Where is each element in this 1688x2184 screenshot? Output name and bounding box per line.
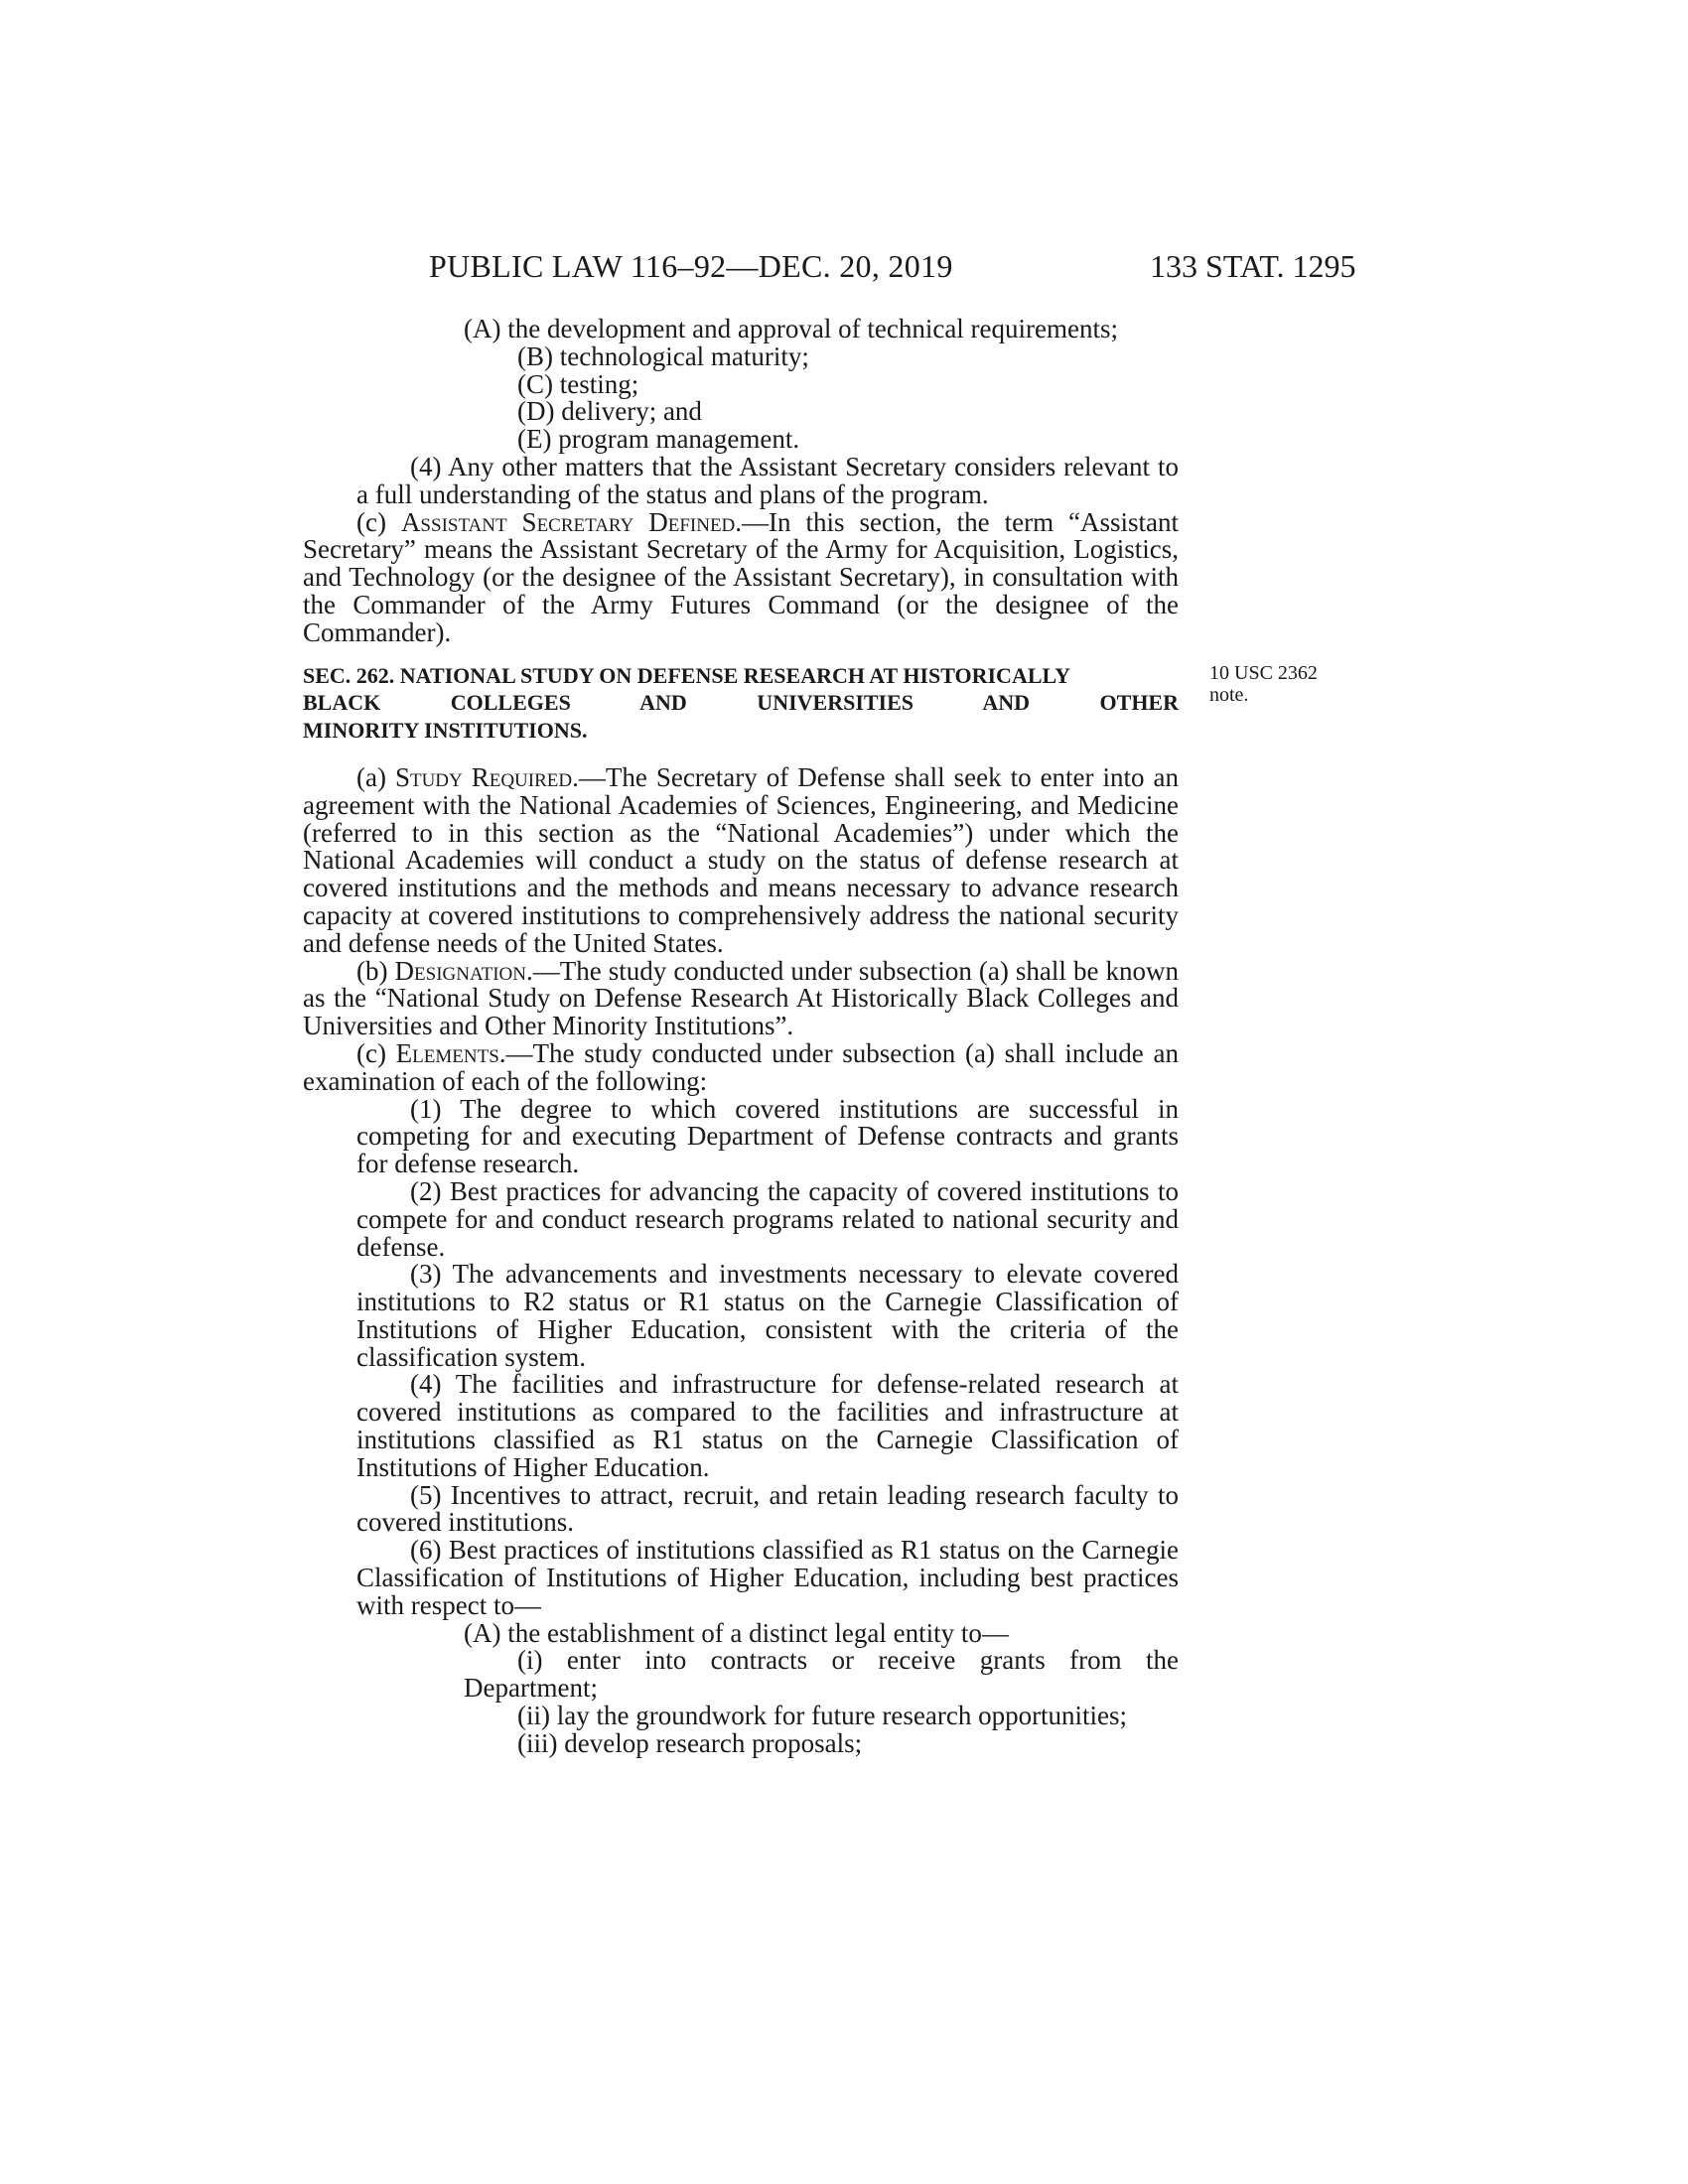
subsection-text: .—The study conducted under subsection (a) shall include an examination of each of the following: xyxy=(303,1037,1179,1096)
element-5: (5) Incentives to attract, recruit, and retain leading research faculty to covered institutions. xyxy=(356,1479,1179,1538)
subsection-text: .—The study conducted under subsection (a) shall be known as the “National Study on Defense Research At Historically Black Colleges and Universities and Other Minority Institutions”. xyxy=(303,955,1180,1041)
section-heading-line: SEC. 262. NATIONAL STUDY ON DEFENSE RESEARCH AT HISTORICALLY xyxy=(303,662,1071,688)
running-header-title: PUBLIC LAW 116–92—DEC. 20, 2019 xyxy=(429,248,953,284)
paragraph-3c: (C) testing; xyxy=(517,368,639,399)
element-6a-ii: (ii) lay the groundwork for future research opportunities; xyxy=(517,1701,1128,1731)
subsection-heading: Study Required xyxy=(394,761,573,792)
subsection-label: (c) xyxy=(356,1037,396,1068)
paragraph-3a: (A) the development and approval of technical requirements; xyxy=(464,314,1118,343)
subsection-heading: Designation xyxy=(394,955,526,986)
subsection-c-elements xyxy=(303,1037,1179,1096)
element-2: (2) Best practices for advancing the capacity of covered institutions to compete for and conduct research programs related to national security and defense. xyxy=(356,1175,1179,1262)
section-262-heading xyxy=(303,661,1318,745)
element-6a: (A) the establishment of a distinct legal entity to— xyxy=(464,1617,1009,1648)
element-6a-iii: (iii) develop research proposals; xyxy=(517,1727,863,1758)
paragraph-4: (4) Any other matters that the Assistant Secretary considers relevant to a full understanding of the status and plans of the program. xyxy=(356,451,1179,509)
element-6: (6) Best practices of institutions classified as R1 status on the Carnegie Classification of Institutions of Higher Education, including best practices with respect to— xyxy=(356,1535,1179,1620)
element-1: (1) The degree to which covered institutions are successful in competing for and executing Department of Defense contracts and grants for defense research. xyxy=(356,1093,1179,1179)
subsection-label: (b) xyxy=(356,955,395,986)
section-heading-line: MINORITY INSTITUTIONS. xyxy=(303,718,588,744)
paragraph-3e: (E) program management. xyxy=(517,424,800,455)
subsection-text: .—In this section, the term “Assistant Secretary” means the Assistant Secretary of the Army for Acquisition, Logistics, and Technology (or the designee of the Assistant Secretary), in consultation with the Commander of the Army Futures Command (or the designee of the Commander). xyxy=(303,506,1180,647)
subsection-text: .—The Secretary of Defense shall seek to enter into an agreement with the National Academies of Sciences, Engineering, and Medicine (referred to in this section as the “National Academies”) under which the National Academies will conduct a study on the status of defense research at covered institutions and the methods and means necessary to advance research capacity at covered institutions to comprehensively address the national security and defense needs of the United States. xyxy=(303,761,1179,958)
element-6a-i: (i) enter into contracts or receive grants from the Department; xyxy=(464,1645,1179,1704)
paragraph-3d: (D) delivery; and xyxy=(517,396,702,427)
subsection-a-study-required xyxy=(303,761,1179,958)
section-heading-line: BLACK COLLEGES AND UNIVERSITIES AND OTHER xyxy=(303,690,1179,716)
subsection-c-definitions xyxy=(303,506,1180,647)
body-text-column xyxy=(303,314,1318,1758)
margin-note-line: 10 USC 2362 xyxy=(1209,661,1318,684)
subsection-heading: Elements xyxy=(395,1037,499,1068)
margin-note-line: note. xyxy=(1209,683,1249,706)
margin-note xyxy=(1209,662,1358,706)
element-4: (4) The facilities and infrastructure for defense-related research at covered institutions as compared to the facilities and infrastructure at institutions classified as R1 status on the Carnegie Classification of Institutions of Higher Education. xyxy=(356,1369,1179,1482)
page-number: 133 STAT. 1295 xyxy=(1150,248,1356,284)
subsection-label: (a) xyxy=(356,761,395,792)
subsection-label: (c) xyxy=(356,506,401,537)
paragraph-3b: (B) technological maturity; xyxy=(517,341,809,371)
element-3: (3) The advancements and investments necessary to elevate covered institutions to R2 status or R1 status on the Carnegie Classification of Institutions of Higher Education, consistent with the criteria of the classification system. xyxy=(356,1259,1179,1372)
subsection-heading: Assistant Secretary Defined xyxy=(400,506,736,537)
subsection-b-designation xyxy=(303,955,1180,1041)
